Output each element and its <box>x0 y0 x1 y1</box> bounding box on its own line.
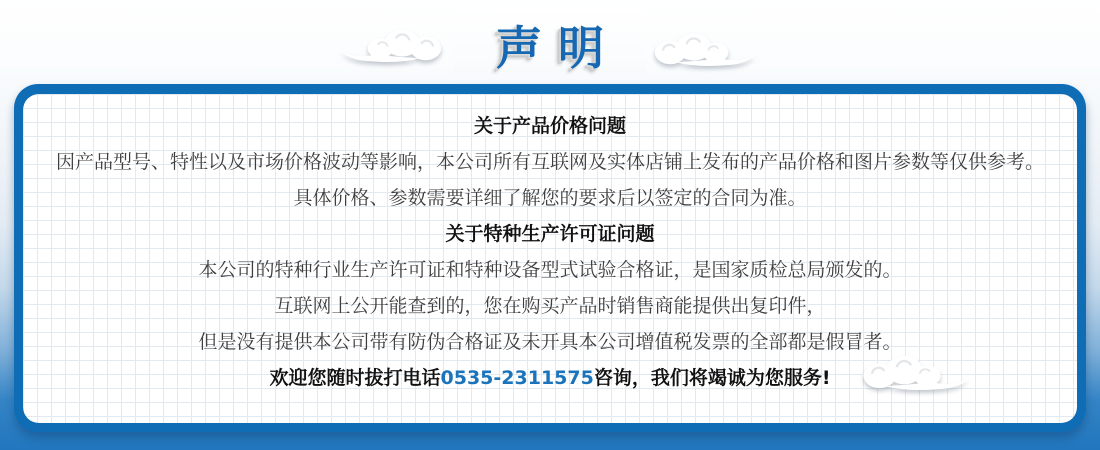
license-line-2: 互联网上公开能查到的，您在购买产品时销售商能提供出复印件， <box>274 295 826 317</box>
page-title: 声明 <box>496 21 620 75</box>
cloud-icon-left <box>336 22 452 64</box>
license-line-3: 但是没有提供本公司带有防伪合格证及未开具本公司增值税发票的全部都是假冒者。 <box>198 331 902 353</box>
phone-number: 0535-2311575 <box>440 367 594 389</box>
contact-suffix: 咨询，我们将竭诚为您服务! <box>593 367 831 389</box>
contact-prefix: 欢迎您随时拔打电话 <box>269 367 441 389</box>
price-section-heading: 关于产品价格问题 <box>473 115 626 137</box>
price-line-2: 具体价格、参数需要详细了解您的要求后以签定的合同为准。 <box>293 187 807 209</box>
cloud-icon-bottom-right <box>852 348 974 392</box>
license-section-heading: 关于特种生产许可证问题 <box>445 223 655 245</box>
header <box>0 0 1100 84</box>
license-line-1: 本公司的特种行业生产许可证和特种设备型式试验合格证，是国家质检总局颁发的。 <box>198 259 902 281</box>
cloud-icon-right <box>644 26 760 68</box>
price-line-1: 因产品型号、特性以及市场价格波动等影响，本公司所有互联网及实体店铺上发布的产品价格和图片参数等仅供参考。 <box>55 151 1044 173</box>
